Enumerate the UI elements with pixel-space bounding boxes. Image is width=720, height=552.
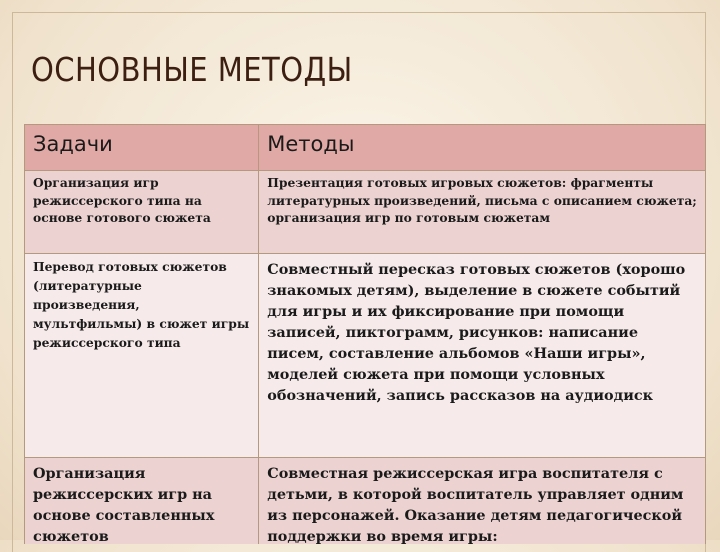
methods-table <box>24 124 706 544</box>
method-text: Совместная режиссерская игра воспитателя с детьми, в которой воспитатель управляет одним из персонажей. Оказание детям педагогической поддержки во время игры: <box>267 465 684 544</box>
header-methods: Методы <box>259 125 706 171</box>
task-cell <box>25 254 259 458</box>
table-header-row <box>25 125 706 171</box>
method-cell <box>259 171 706 254</box>
method-text: Совместный пересказ готовых сюжетов (хорошо знакомых детям), выделение в сюжете событий для игры и их фиксирование при помощи записей, пиктограмм, рисунков: написание писем, составление альбомов «Наши игры», моделей сюжета при помощи условных обозначений, запись рассказов на аудиодиск <box>267 261 686 404</box>
header-tasks: Задачи <box>25 125 259 171</box>
task-cell <box>25 171 259 254</box>
method-cell <box>259 254 706 458</box>
method-cell <box>259 458 706 545</box>
task-cell <box>25 458 259 545</box>
method-text: Презентация готовых игровых сюжетов: фрагменты литературных произведений, письма с описанием сюжета; организация игр по готовым сюжетам <box>267 175 697 225</box>
table-row <box>25 254 706 458</box>
task-text: Перевод готовых сюжетов (литературные произведения, мультфильмы) в сюжет игры режиссерского типа <box>33 259 250 350</box>
table-row <box>25 171 706 254</box>
task-text: Организация режиссерских игр на основе составленных сюжетов <box>33 465 215 544</box>
methods-table-container <box>24 124 706 544</box>
table-row <box>25 458 706 545</box>
task-text: Организация игр режиссерского типа на основе готового сюжета <box>33 175 211 225</box>
slide-title: ОСНОВНЫЕ МЕТОДЫ <box>31 50 353 89</box>
